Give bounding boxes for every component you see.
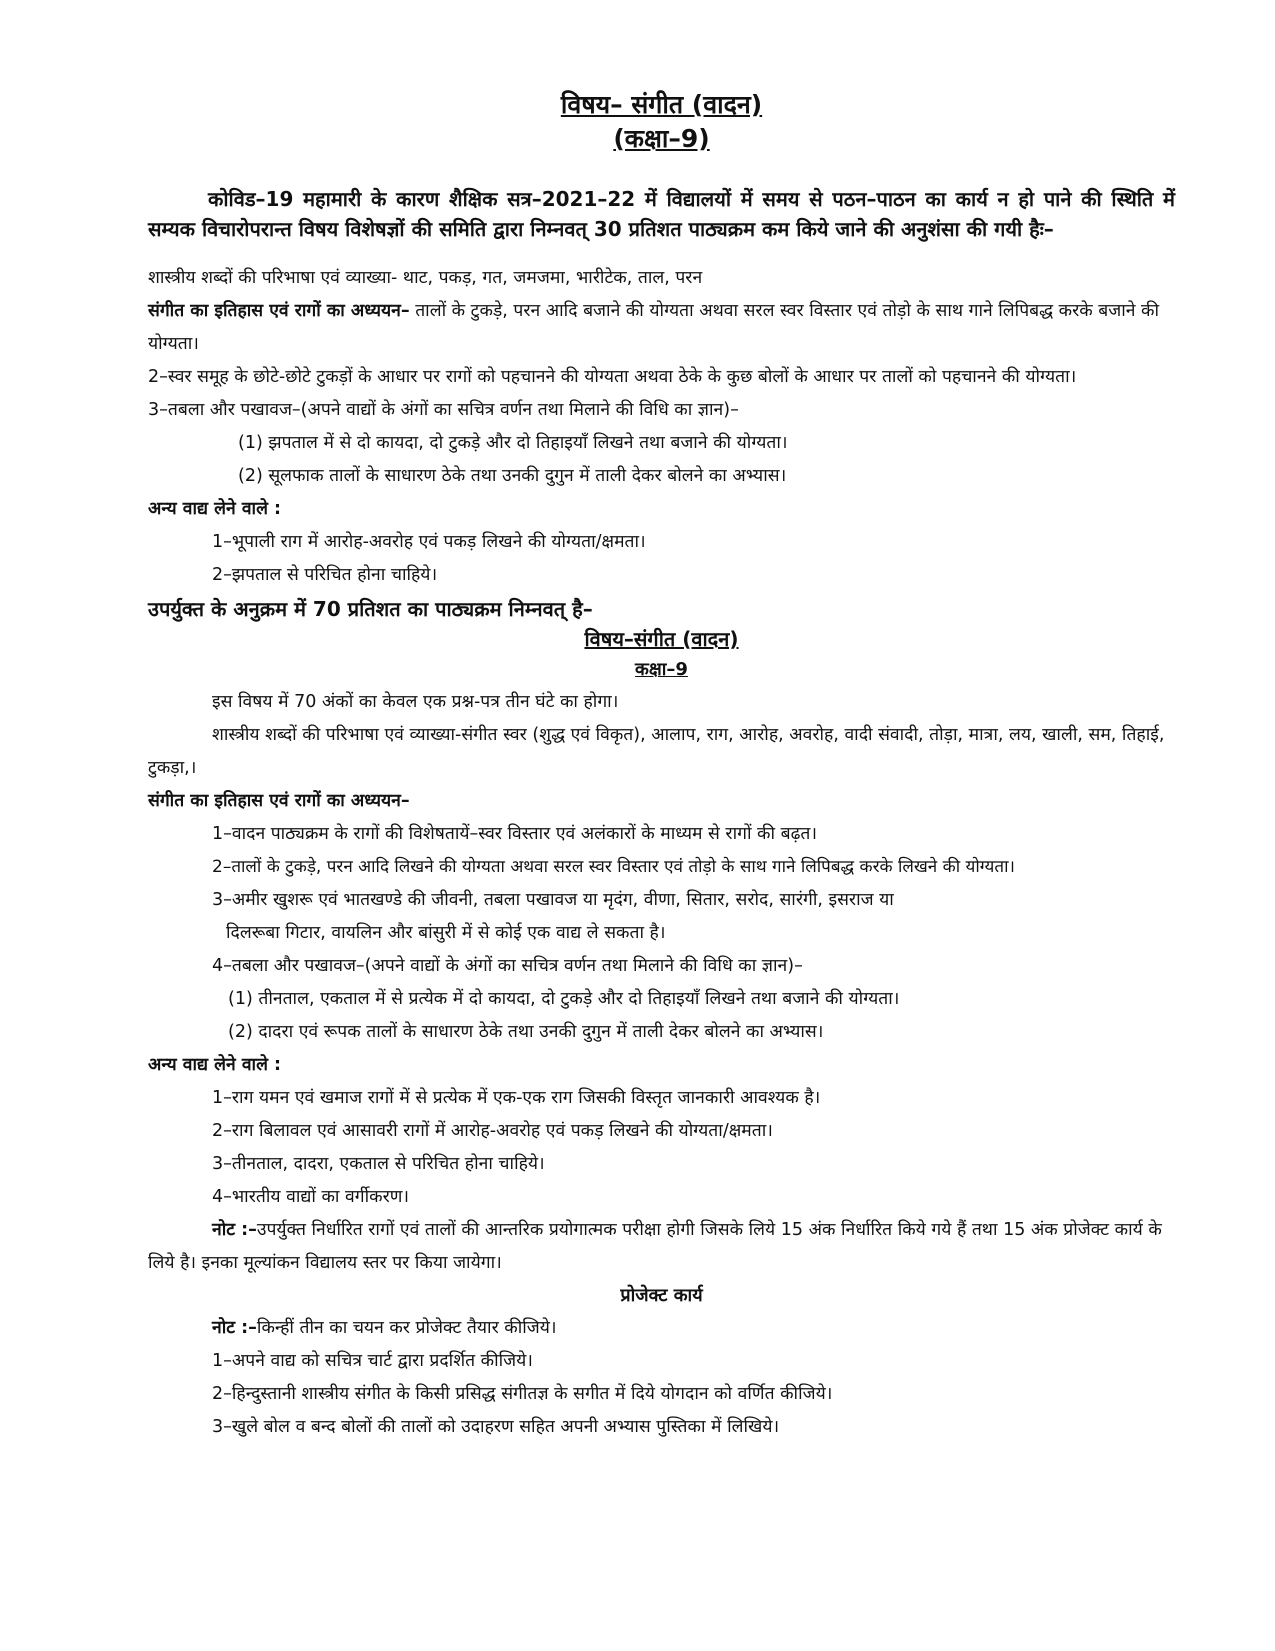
- syllabus-other-3: 3–तीनताल, दादरा, एकताल से परिचित होना चाहिये।: [212, 1154, 545, 1174]
- syllabus-history-label: संगीत का इतिहास एवं रागों का अध्ययन–: [148, 791, 410, 811]
- syllabus-history-3b: दिलरूबा गिटार, वायलिन और बांसुरी में से कोई एक वाद्य ले सकता है।: [226, 923, 666, 943]
- syllabus-definitions-text: शास्त्रीय शब्दों की परिभाषा एवं व्याख्या-संगीत स्वर (शुद्ध एवं विकृत), आलाप, राग, आरोह, अवरोह, वादी संवादी, तोड़ा, मात्रा, लय, खाली, सम, तिहाई, टुकड़ा,।: [148, 725, 1165, 778]
- syllabus-intro: उपर्युक्त के अनुक्रम में 70 प्रतिशत का पाठ्यक्रम निम्नवत् है–: [148, 597, 593, 621]
- reduced-other-label: अन्य वाद्य लेने वाले :: [148, 499, 282, 519]
- syllabus-note: [148, 1214, 1175, 1280]
- syllabus-other-4: 4–भारतीय वाद्यों का वर्गीकरण।: [212, 1187, 410, 1207]
- project-item-2: 2–हिन्दुस्तानी शास्त्रीय संगीत के किसी प्रसिद्ध संगीतज्ञ के सगीत में दिये योगदान को वर्णित कीजिये।: [212, 1384, 833, 1404]
- reduced-item-3-sub-1: (1) झपताल में से दो कायदा, दो टुकड़े और दो तिहाइयाँ लिखने तथा बजाने की योग्यता।: [238, 433, 788, 453]
- reduced-definitions: शास्त्रीय शब्दों की परिभाषा एवं व्याख्या- थाट, पकड़, गत, जमजमा, भारीटेक, ताल, परन: [148, 268, 703, 288]
- class-title: (कक्षा–9): [613, 124, 710, 153]
- project-item-3: 3–खुले बोल व बन्द बोलों की तालों को उदाहरण सहित अपनी अभ्यास पुस्तिका में लिखिये।: [212, 1417, 780, 1437]
- reduced-item-3-sub-2: (2) सूलफाक तालों के साधारण ठेके तथा उनकी दुगुन में ताली देकर बोलने का अभ्यास।: [238, 466, 787, 486]
- syllabus-history-3a: 3–अमीर खुशरू एवं भातखण्डे की जीवनी, तबला पखावज या मृदंग, वीणा, सितार, सरोद, सारंगी, इसराज या: [212, 890, 894, 910]
- syllabus-note-text: उपर्युक्त निर्धारित रागों एवं तालों की आन्तरिक प्रयोगात्मक परीक्षा होगी जिसके लिये 15 अंक निर्धारित किये गये हैं तथा 15 अंक प्रोजेक्ट कार्य के लिये है। इनका मूल्यांकन विद्यालय स्तर पर किया जायेगा।: [148, 1220, 1162, 1273]
- reduced-history-text: तालों के टुकड़े, परन आदि बजाने की योग्यता अथवा सरल स्वर विस्तार एवं तोड़ो के साथ गाने लिपिबद्ध करके बजाने की योग्यता।: [148, 301, 1160, 354]
- syllabus-history-1: 1–वादन पाठ्यक्रम के रागों की विशेषतायें–स्वर विस्तार एवं अलंकारों के माध्यम से रागों की बढ़त।: [212, 824, 818, 844]
- project-note-text: किन्हीं तीन का चयन कर प्रोजेक्ट तैयार कीजिये।: [256, 1318, 557, 1338]
- syllabus-note-label: नोट :–: [212, 1220, 257, 1240]
- reduced-other-2: 2–झपताल से परिचित होना चाहिये।: [212, 565, 438, 585]
- project-item-1: 1–अपने वाद्य को सचित्र चार्ट द्वारा प्रदर्शित कीजिये।: [212, 1351, 533, 1371]
- project-note-label: नोट :–: [212, 1318, 257, 1338]
- reduced-history: [148, 295, 1175, 361]
- syllabus-history-4-sub-2: (2) दादरा एवं रूपक तालों के साधारण ठेके तथा उनकी दुगुन में ताली देकर बोलने का अभ्यास।: [228, 1022, 824, 1042]
- syllabus-subject: विषय–संगीत (वादन): [584, 627, 739, 651]
- project-note: [148, 1312, 1175, 1345]
- syllabus-other-label: अन्य वाद्य लेने वाले :: [148, 1055, 282, 1075]
- syllabus-history-4: 4–तबला और पखावज–(अपने वाद्यों के अंगों का सचित्र वर्णन तथा मिलाने की विधि का ज्ञान)–: [212, 956, 803, 976]
- project-title: प्रोजेक्ट कार्य: [620, 1285, 703, 1306]
- reduced-item-3: 3–तबला और पखावज–(अपने वाद्यों के अंगों का सचित्र वर्णन तथा मिलाने की विधि का ज्ञान)–: [148, 400, 739, 420]
- intro-text: कोविड–19 महामारी के कारण शैक्षिक सत्र–2021–22 में विद्यालयों में समय से पठन–पाठन का कार्य न हो पाने की स्थिति में सम्यक विचारोपरान्त विषय विशेषज्ञों की समिति द्वारा निम्नवत् 30 प्रतिशत पाठ्यक्रम कम किये जाने की अनुशंसा की गयी हैः–: [148, 187, 1175, 241]
- syllabus-other-1: 1–राग यमन एवं खमाज रागों में से प्रत्येक में एक-एक राग जिसकी विस्तृत जानकारी आवश्यक है।: [212, 1088, 821, 1108]
- subject-title: विषय– संगीत (वादन): [560, 90, 763, 119]
- syllabus-title: [148, 624, 1175, 654]
- syllabus-class: कक्षा–9: [635, 659, 688, 680]
- reduced-history-label: संगीत का इतिहास एवं रागों का अध्ययन–: [148, 301, 410, 321]
- document-title: [148, 88, 1175, 156]
- project-body: [148, 1312, 1175, 1444]
- syllabus-class-heading: [148, 654, 1175, 686]
- syllabus-history-2: 2–तालों के टुकड़े, परन आदि लिखने की योग्यता अथवा सरल स्वर विस्तार एवं तोड़ो के साथ गाने लिपिबद्ध करके लिखने की योग्यता।: [212, 857, 1015, 877]
- reduced-other-1: 1–भूपाली राग में आरोह-अवरोह एवं पकड़ लिखने की योग्यता/क्षमता।: [212, 532, 646, 552]
- syllabus-other-2: 2–राग बिलावल एवं आसावरी रागों में आरोह-अवरोह एवं पकड़ लिखने की योग्यता/क्षमता।: [212, 1121, 773, 1141]
- reduced-syllabus: [148, 262, 1175, 592]
- intro-paragraph: [148, 184, 1175, 244]
- syllabus-exam: इस विषय में 70 अंकों का केवल एक प्रश्न-पत्र तीन घंटे का होगा।: [212, 692, 619, 712]
- reduced-item-2: 2–स्वर समूह के छोटे-छोटे टुकड़ों के आधार पर रागों को पहचानने की योग्यता अथवा ठेके के कुछ बोलों के आधार पर तालों को पहचानने की योग्यता।: [148, 367, 1077, 387]
- syllabus-history-4-sub-1: (1) तीनताल, एकताल में से प्रत्येक में दो कायदा, दो टुकड़े और दो तिहाइयाँ लिखने तथा बजाने की योग्यता।: [228, 989, 900, 1009]
- syllabus-body: [148, 686, 1175, 1280]
- syllabus-definitions: [148, 719, 1175, 785]
